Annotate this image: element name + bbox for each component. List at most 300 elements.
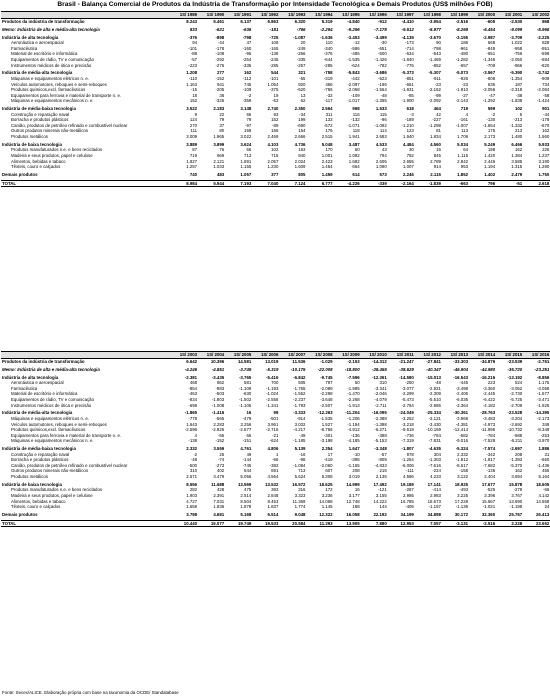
value-cell: 4 [194,432,198,438]
sector-row [1,397,550,403]
value-cell: 4.142 [538,493,550,498]
value-cell: -3.648 [320,396,333,402]
value-cell: 144 [379,504,387,510]
value-cell: 1.965 [213,134,225,140]
value-cell: 81 [436,128,441,134]
value-cell: -14.312 [372,359,387,364]
value-cell: -4.217 [293,427,306,433]
value-cell: -854 [188,385,198,391]
value-cell: -414 [432,487,441,493]
sector-row [1,438,550,444]
value-cell: 1.208 [186,70,198,76]
value-cell: 581 [244,380,252,386]
value-cell: -596 [350,45,360,51]
value-cell: -714 [405,45,414,51]
value-cell: 16.058 [346,511,360,517]
trade-table-1989-2002 [1,11,550,187]
value-cell: -5.510 [428,396,441,402]
value-cell: 49 [246,451,252,457]
value-cell: 618 [406,106,414,112]
row-label: Borracha e produtos plásticos [11,117,69,123]
value-cell: 3.798 [186,511,198,517]
value-cell: -1.303 [428,457,441,463]
value-cell: -2.697 [509,446,523,452]
value-cell: 1.836 [213,504,225,510]
value-cell: -48 [190,457,198,463]
value-cell: 108 [271,40,279,46]
value-cell: -2.388 [374,415,387,421]
value-cell: 1.054 [267,81,279,87]
value-cell: -136 [486,468,496,474]
row-label: Máquinas e equipamentos mecânicos n. e. [11,438,94,444]
value-cell: -912 [378,19,387,24]
value-cell: -23.539 [507,359,523,364]
value-cell: 1.852 [457,171,469,177]
value-cell: 2.469 [267,134,279,140]
value-cell: -40.347 [426,366,441,372]
value-cell: -3.341 [374,385,387,391]
column-header: 1S/ 1991 [225,12,252,19]
value-cell: -1.535 [320,415,333,421]
value-cell: -6.842 [293,374,306,380]
value-cell: -851 [405,75,414,81]
value-cell: -181 [269,26,279,32]
value-cell: -1.136 [455,504,469,510]
source-note: Fonte: Secex/ALICE. Elaboração própria com base na taxonomia da OCDE/ Standatabase [2,690,179,695]
value-cell: -6.211 [510,438,523,444]
value-cell: -479 [242,415,252,421]
value-cell: -285 [323,62,333,68]
value-cell: 22 [219,111,225,117]
value-cell: 3.122 [457,474,469,480]
value-cell: -14.580 [399,374,414,380]
value-cell: -2.298 [320,391,333,397]
value-cell: -257 [296,62,306,68]
value-cell: -7.682 [482,462,496,468]
value-cell: 6.466 [511,141,523,147]
sector-row [1,427,550,433]
value-cell: 1.941 [348,134,360,140]
value-cell: 1.402 [484,171,496,177]
value-cell: -7.319 [401,438,414,444]
value-cell: 455 [542,468,550,474]
value-cell: -1.393 [509,457,523,463]
value-cell: -2.050 [509,56,523,62]
value-cell: 111 [190,128,198,134]
row-label: Indústria de alta tecnologia [2,34,59,40]
value-cell: -3.131 [442,520,469,527]
value-cell: 37 [219,122,225,128]
value-cell: 1.057 [240,171,252,177]
value-cell: 226 [542,147,550,153]
value-cell: -2.921 [428,385,441,391]
value-cell: 466 [325,81,333,87]
value-cell: -1.355 [374,98,387,104]
column-header: 1S/ 2006 [252,352,279,359]
value-cell: -8.268 [455,26,469,32]
value-cell: 1 [275,451,279,457]
value-cell: 3.889 [186,141,198,147]
value-cell: -4.410 [401,19,414,24]
value-cell: -2.926 [211,427,225,433]
value-cell: -1.817 [482,457,496,463]
value-cell: -636 [242,26,252,32]
value-cell: -1.812 [455,457,469,463]
value-cell: -101 [188,45,198,51]
value-cell: 573 [379,171,387,177]
value-cell: 9 [194,111,198,117]
value-cell: -5.966 [536,26,550,32]
memo-row [1,27,550,33]
row-label: Produtos químicos,excl. farmacêuticos [11,87,86,93]
value-cell: -634 [405,51,414,57]
value-cell: 1.155 [240,164,252,170]
value-cell: -388 [378,432,387,438]
value-cell: 2.283 [213,421,225,427]
value-cell: -926 [459,75,469,81]
row-label: Máquinas e equipamentos elétricos n. e. [11,415,89,421]
value-cell: -34 [299,111,306,117]
value-cell: -745 [242,462,252,468]
value-cell: -1.436 [536,462,550,468]
value-cell: 2.354 [321,446,333,452]
row-label: Instrumentos médicos de ótica e precisão [11,62,92,68]
value-cell: -2.784 [401,402,414,408]
value-cell: -1.155 [347,462,360,468]
value-cell: -5.370 [509,462,523,468]
value-cell: 321 [298,70,306,76]
value-cell: 31 [544,451,550,457]
value-cell: -44.980 [480,366,496,372]
value-cell: 172 [325,487,333,493]
row-label: Indústria de média-alta tecnologia [2,70,73,76]
value-cell: 5.048 [321,141,333,147]
value-cell: -144 [242,457,252,463]
value-cell: 3.487 [348,141,360,147]
value-cell: 700 [271,380,279,386]
value-cell: -2.711 [374,402,387,408]
value-cell: 1.090 [375,164,387,170]
value-cell: 3.585 [511,158,523,164]
value-cell: -503 [215,391,225,397]
value-cell: -27 [461,92,469,98]
value-cell: 5.624 [294,474,306,480]
column-header: 1S/ 2000 [469,12,496,19]
value-cell: 6.642 [186,359,198,364]
value-cell: -2.730 [509,391,523,397]
value-cell: -4.079 [374,396,387,402]
value-cell: 18 [192,92,198,98]
value-cell: 93 [273,111,279,117]
value-cell: -196 [378,81,387,87]
value-cell: -5.373 [401,70,414,76]
value-cell: -2.143 [455,98,469,104]
value-cell: -1.092 [374,122,387,128]
value-cell: -44 [217,40,225,46]
value-cell: -756 [513,51,523,57]
value-cell: -2.987 [482,34,496,40]
value-cell: -55 [217,432,225,438]
row-label: Farmacêutica [11,385,38,391]
value-cell: -13.192 [507,374,523,380]
value-cell: 6.514 [267,511,279,517]
value-cell: -1.636 [320,34,333,40]
value-cell: -463 [188,391,198,397]
value-cell: 2.228 [496,520,523,527]
value-cell: 187 [514,81,523,87]
value-cell: -161 [459,117,469,123]
row-label: TOTAL [1,180,171,187]
value-cell: 1.022 [511,40,523,46]
value-cell: -1.008 [211,402,225,408]
row-label: Instrumentos médicos de ótica e precisão [11,402,92,408]
row-label: Alimentos, bebidas e tabaco [11,158,66,164]
value-cell: 5 [519,111,523,117]
value-cell: -8.766 [320,427,333,433]
value-cell: -852 [432,62,441,68]
value-cell: 968 [352,106,360,112]
value-cell: 3.396 [484,493,496,498]
value-cell: 79 [246,117,252,123]
value-cell: 2.983 [430,493,441,498]
value-cell: -21.247 [399,359,414,364]
value-cell: 15.667 [481,498,496,504]
value-cell: -756 [323,87,333,93]
value-cell: -911 [432,75,441,81]
value-cell: -224 [432,468,441,474]
row-label: Indústria de alta tecnologia [2,374,59,380]
value-cell: 7.057 [415,520,442,527]
value-cell: 310 [189,468,198,474]
value-cell: -23.251 [534,366,550,372]
value-cell: 304 [433,451,441,457]
group-row [1,19,550,25]
value-cell: 66 [246,432,252,438]
value-cell: 15 [436,147,441,153]
value-cell: 5.933 [538,141,550,147]
value-cell: 5.034 [457,141,469,147]
value-cell: -189 [405,117,414,123]
value-cell: 3.019 [348,474,360,480]
group-row [1,359,550,365]
value-cell: 110 [325,40,333,46]
value-cell: 270 [189,122,198,128]
value-cell: 5.319 [321,19,333,24]
sector-row [1,57,550,63]
value-cell: -1.765 [293,385,306,391]
value-cell: -340 [323,45,333,51]
value-cell: -776 [405,62,414,68]
value-cell: 1.115 [457,153,469,158]
value-cell: -7.574 [482,446,496,452]
value-cell: -2.406 [455,391,469,397]
value-cell: -152 [215,438,225,444]
value-cell: 2.246 [402,171,414,177]
value-cell: 2.183 [213,106,225,112]
value-cell: -4.226 [334,180,361,187]
value-cell: 188 [352,504,360,510]
row-label: Demais produtos [2,511,38,517]
value-cell: -3.198 [320,438,333,444]
value-cell: -951 [540,45,550,51]
row-label: Equipamentos de rádio, TV e comunicação [11,56,94,62]
value-cell: 15.077 [198,520,225,527]
value-cell: 25 [219,451,225,457]
value-cell: -4.840 [347,19,360,24]
value-cell: -630 [242,391,252,397]
value-cell: 1.480 [511,134,523,140]
column-header: 1S/ 1989 [171,12,198,19]
value-cell: -8.856 [536,374,550,380]
column-header: 1S/ 2012 [415,352,442,359]
value-cell: 47 [246,40,252,46]
value-cell: 2.605 [375,158,387,164]
value-cell: -5.153 [374,438,387,444]
value-cell: 2.173 [484,134,496,140]
value-cell: -7.178 [374,26,387,32]
value-cell: -2.381 [184,374,198,380]
value-cell: -3.348 [374,446,387,452]
value-cell: 213 [514,128,523,134]
value-cell: 953 [460,164,469,170]
value-cell: -1.838 [509,98,523,104]
value-cell: 123 [406,128,414,134]
value-cell: -2.268 [347,396,360,402]
value-cell: -501 [269,415,279,421]
value-cell: -582 [459,432,469,438]
column-header: 1S/ 1995 [334,12,361,19]
value-cell: -249 [296,45,306,51]
value-cell: 1.033 [213,164,225,170]
value-cell: 14.581 [237,359,252,364]
value-cell: 20 [300,40,306,46]
value-cell: -173 [405,40,414,46]
value-cell: 3.899 [213,141,225,147]
total-row [1,180,550,187]
value-cell: -958 [513,45,523,51]
value-cell: -375 [269,87,279,93]
value-cell: -205 [215,87,225,93]
value-cell: -1.354 [509,75,523,81]
value-cell: -543 [432,51,441,57]
value-cell: -23.528 [507,410,523,416]
value-cell: 90 [436,40,441,46]
value-cell: 64 [463,147,469,153]
value-cell: -1.469 [428,56,441,62]
value-cell: -16 [299,451,306,457]
value-cell: 941 [216,81,225,87]
value-cell: -101 [269,75,279,81]
value-cell: 3.032 [294,421,306,427]
value-cell: -820 [540,62,550,68]
value-cell: 796 [469,180,496,187]
total-row [1,520,550,527]
value-cell: -3.471 [536,396,550,402]
value-cell: -1.087 [293,34,306,40]
value-cell: -983 [215,385,225,391]
value-cell: -151 [242,438,252,444]
value-cell: -2.162 [428,87,441,93]
value-cell: -16.095 [372,410,387,416]
row-label: Veículos automotores, reboques e semi-reboques [11,421,107,427]
value-cell: 20.584 [279,520,306,527]
row-label: Produtos metálicos [11,134,48,140]
value-cell: -598 [540,51,550,57]
value-cell: -9.016 [455,438,469,444]
value-cell: -2.558 [266,396,279,402]
value-cell: -1.332 [509,122,523,128]
value-cell: -8.617 [455,462,469,468]
value-cell: -130 [486,117,496,123]
value-cell: -376 [323,51,333,57]
value-cell: -99 [434,92,441,98]
value-cell: 12.748 [346,498,360,504]
value-cell: -6.454 [482,26,496,32]
value-cell: -500 [378,51,387,57]
value-cell: 94 [192,40,198,46]
value-cell: -684 [540,56,550,62]
value-cell: 1.420 [484,153,496,158]
value-cell: 4.727 [186,498,198,504]
row-label: Veículos automotores, reboques e semi-reboques [11,81,107,87]
value-cell: 2.683 [375,134,387,140]
value-cell: 102 [514,106,523,112]
value-cell: 5.164 [538,474,550,480]
value-cell: -110 [188,75,198,81]
value-cell: -22.008 [317,366,333,372]
value-cell: 3.479 [213,474,225,480]
value-cell: 163 [298,147,306,153]
column-header: 1S/ 2002 [523,12,550,19]
value-cell: -6.271 [374,427,387,433]
value-cell: 152 [271,117,279,123]
value-cell: -849 [486,45,496,51]
value-cell: -2.309 [428,391,441,397]
value-cell: -3.360 [482,385,496,391]
value-cell: -4.635 [428,446,441,452]
value-cell: -834 [188,396,198,402]
value-cell: 116 [352,111,360,117]
value-cell: -11.204 [345,410,360,416]
column-header: 1S/ 1997 [388,12,415,19]
value-cell: -273 [215,462,225,468]
value-cell: -784 [486,432,496,438]
value-cell: -85 [407,92,414,98]
value-cell: -605 [486,19,496,24]
value-cell: -1.910 [455,87,469,93]
value-cell: -48 [380,92,387,98]
value-cell: 158 [244,128,252,134]
value-cell: -525 [486,487,496,493]
value-cell: 8.556 [186,481,198,487]
row-label: Madeira e seus produtos, papel e celulose [11,493,93,498]
value-cell: -2.530 [509,19,523,24]
value-cell: 901 [542,106,550,112]
value-cell: 2.514 [240,493,252,498]
row-label: Máquinas e equipamentos mecânicos n. e. [11,98,94,104]
value-cell: 428 [216,487,225,493]
value-cell: -96 [380,117,387,123]
column-header: 1S/ 1994 [306,12,333,19]
value-cell: -2.225 [536,34,550,40]
value-cell: 2.024 [294,158,306,164]
value-cell: 2.789 [430,158,441,164]
value-cell: -10.175 [290,366,306,372]
header-row [1,12,550,19]
value-cell: 198 [487,147,496,153]
value-cell: 1.237 [538,153,550,158]
value-cell: 19.749 [225,520,252,527]
